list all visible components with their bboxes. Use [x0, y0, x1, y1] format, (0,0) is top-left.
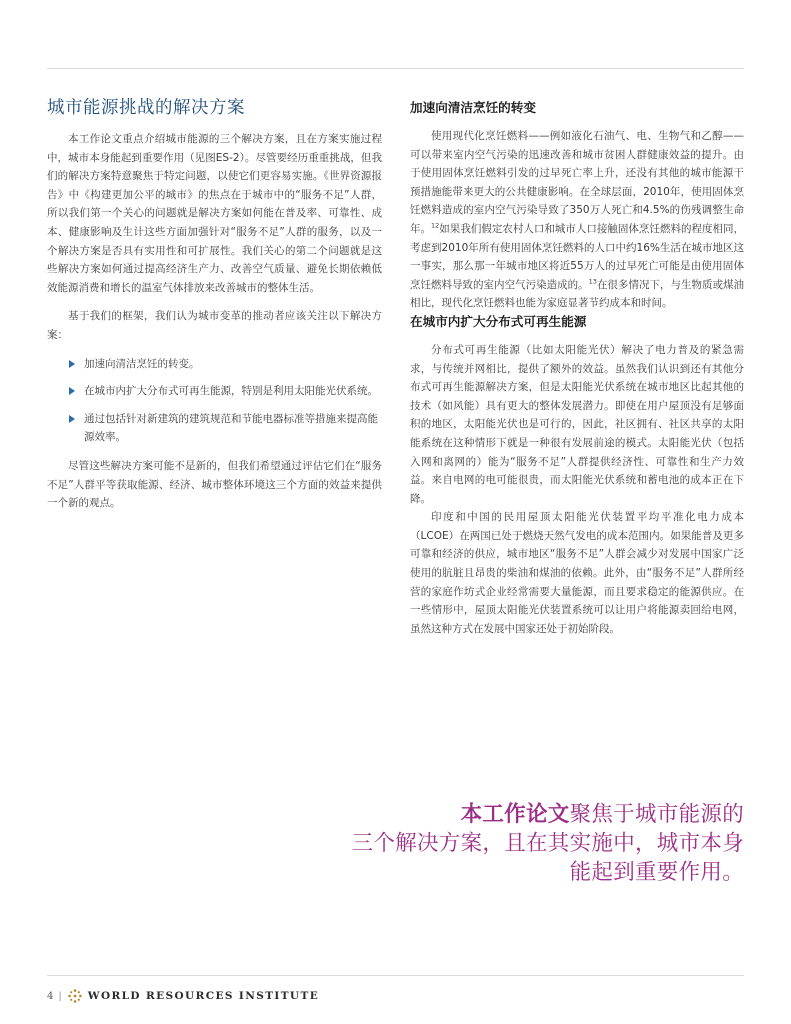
bullet-triangle-icon — [69, 415, 75, 423]
lcoe-paragraph: 印度和中国的民用屋顶太阳能光伏装置平均平准化电力成本（LCOE）在两国已处于燃烧天然气发电的成本范围内。如果能普及更多可靠和经济的供应，城市地区“服务不足”人群会减少对发展中国家广泛使用的肮脏且昂贵的柴油和煤油的依赖。此外，由“服务不足”人群所经营的家庭作坊式企业经常需要大量能源，而且要求稳定的能源供应。在一些情形中，屋顶太阳能光伏装置系统可以让用户将能源卖回给电网，虽然这种方式在发展中国家还处于初始阶段。 — [410, 511, 744, 635]
page-footer — [47, 987, 319, 1005]
solutions-list — [47, 355, 382, 447]
intro-paragraph: 本工作论文重点介绍城市能源的三个解决方案，且在方案实施过程中，城市本身能起到重要作用（见图ES-2）。尽管要经历重重挑战，但我们的解决方案特意聚焦于特定问题，以使它们更容易实施。《世界资源报告》中《构建更加公平的城市》的焦点在于城市中的“服务不足”人群，所以我们第一个关心的问题就是解决方案如何能在普及率、可靠性、成本、健康影响及生计这些方面加强针对“服务不足”人群的服务，以及一个解决方案是否具有实用性和可扩展性。我们关心的第二个问题就是这些解决方案如何通过提高经济生产力、改善空气质量、避免长期依赖低效能源消费和增长的温室气体排放来改善城市的整体生活。 — [47, 133, 382, 294]
pull-quote — [300, 800, 744, 887]
clean-cooking-text-3: 在很多情况下，与生物质或煤油相比，现代化烹饪燃料也能为家庭显著节约成本和时间。 — [410, 278, 745, 310]
pull-quote-emphasis: 本工作论文 — [460, 802, 570, 827]
list-item — [47, 355, 382, 374]
right-column — [410, 99, 744, 638]
bottom-divider — [47, 975, 744, 976]
distributed-renewables-heading: 在城市内扩大分布式可再生能源 — [410, 313, 587, 329]
pull-quote-line-3: 能起到重要作用。 — [569, 860, 744, 885]
conclusion-paragraph: 尽管这些解决方案可能不是新的，但我们希望通过评估它们在“服务不足”人群平等获取能源、经济、城市整体环境这三个方面的效益来提供一个新的观点。 — [47, 459, 382, 510]
clean-cooking-paragraph — [410, 127, 744, 313]
footer-separator: | — [58, 990, 62, 1002]
list-item-text: 通过包括针对新建筑的建筑规范和节能电器标准等措施来提高能源效率。 — [84, 412, 378, 444]
footnote-ref: 13 — [588, 277, 597, 286]
clean-cooking-text-1: 使用现代化烹饪燃料——例如液化石油气、电、生物气和乙醇——可以带来室内空气污染的迅速改善和城市贫困人群健康效益的提升。由于使用固体烹饪燃料引发的过早死亡率上升，还没有其他的城市能源干预措施能带来更大的公共健康影响。在全球层面，2010年，使用固体烹饪燃料造成的室内空气污染导致了350万人死亡和4.5%的伤残调整生命年。 — [410, 130, 744, 235]
top-divider — [47, 68, 744, 69]
bullet-triangle-icon — [69, 360, 75, 368]
clean-cooking-text-2: 如果我们假定农村人口和城市人口接触固体烹饪燃料的程度相同，考虑到2010年所有使用固体烹饪燃料的人口中约16%生活在城市地区这一事实，那么那一年城市地区将近55万人的过早死亡可能是由使用固体烹饪燃料导致的室内空气污染造成的。 — [410, 222, 745, 291]
page-number: 4 — [47, 990, 54, 1002]
framework-paragraph: 基于我们的框架，我们认为城市变革的推动者应该关注以下解决方案： — [47, 310, 382, 341]
list-item — [47, 410, 382, 447]
pull-quote-line-1 — [300, 800, 744, 829]
footnote-ref: 12 — [431, 221, 440, 230]
pull-quote-text: 聚焦于城市能源的 — [569, 802, 744, 827]
organization-name: WORLD RESOURCES INSTITUTE — [87, 990, 320, 1002]
list-item-text: 在城市内扩大分布式可再生能源，特别是利用太阳能光伏系统。 — [84, 385, 378, 398]
clean-cooking-heading: 加速向清洁烹饪的转变 — [410, 100, 536, 115]
list-item — [47, 382, 382, 401]
left-column — [47, 96, 382, 513]
pull-quote-line-2: 三个解决方案，且在其实施中，城市本身 — [351, 831, 744, 856]
list-item-text: 加速向清洁烹饪的转变。 — [84, 357, 200, 370]
section-title: 城市能源挑战的解决方案 — [47, 98, 245, 118]
distributed-renewables-paragraph: 分布式可再生能源（比如太阳能光伏）解决了电力普及的紧急需求，与传统并网相比，提供了额外的效益。虽然我们认识到还有其他分布式可再生能源解决方案，但是太阳能光伏系统在城市地区比起其他的技术（如风能）具有更大的整体发展潜力。即使在用户屋顶没有足够面积的地区，太阳能光伏也是可行的，因此，社区拥有、社区共享的太阳能系统在这种情形下就是一种很有发展前途的模式。太阳能光伏（包括入网和离网的）能为“服务不足”人群提供经济性、可靠性和生产力效益。来自电网的电可能很贵，而太阳能光伏系统和蓄电池的成本正在下降。 — [410, 343, 744, 505]
bullet-triangle-icon — [69, 387, 75, 395]
wri-logo-icon — [68, 989, 82, 1003]
